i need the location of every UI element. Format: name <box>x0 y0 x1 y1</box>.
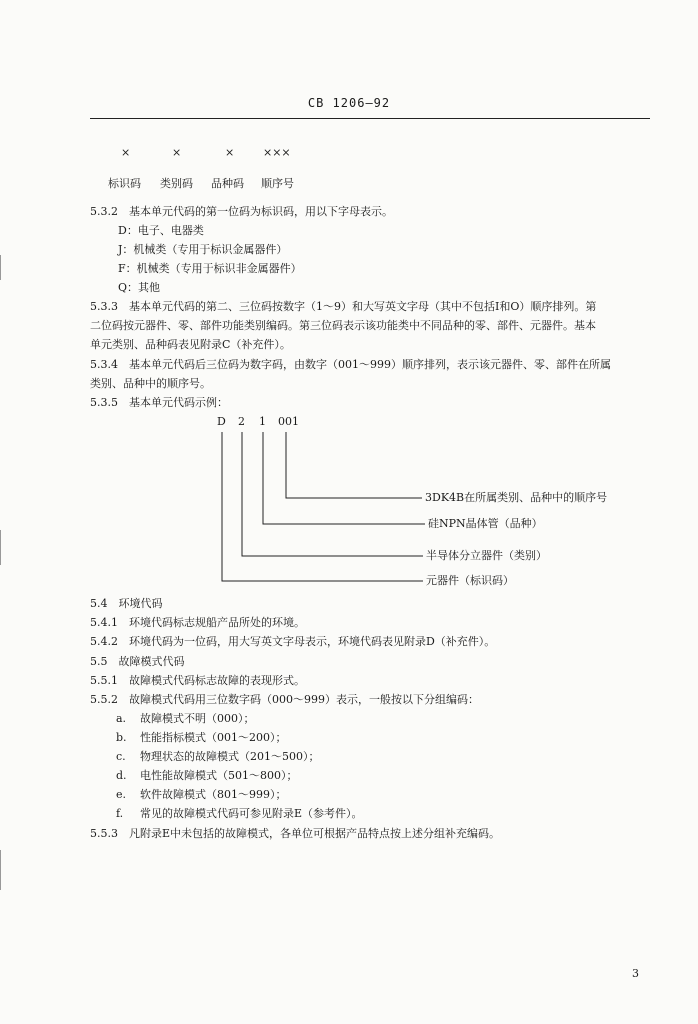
standard-code-header: CB 1206—92 <box>307 96 391 110</box>
example-explanation-sequence: 3DK4B在所属类别、品种中的顺序号 <box>425 491 608 504</box>
fault-list-letter-e: e. <box>116 788 127 801</box>
code-label-4: 顺序号 <box>261 177 294 190</box>
clause-5-3-2: 5.3.2 基本单元代码的第一位码为标识码，用以下字母表示。 <box>90 205 393 218</box>
example-explanation-identifier: 元器件（标识码） <box>426 574 514 587</box>
code-j-item: J：机械类（专用于标识金属器件） <box>118 243 288 256</box>
code-mark-3: × <box>225 146 235 159</box>
example-code-d: D <box>217 415 226 428</box>
clause-5-5-3: 5.5.3 凡附录E中未包括的故障模式，各单位可根据产品特点按上述分组补充编码。 <box>90 827 501 840</box>
code-mark-2: × <box>172 146 182 159</box>
clause-5-5-2: 5.5.2 故障模式代码用三位数字码（000～999）表示，一般按以下分组编码： <box>90 693 479 706</box>
example-code-1: 1 <box>259 415 266 428</box>
clause-5-3-4-line1: 5.3.4 基本单元代码后三位码为数字码，由数字（001～999）顺序排列，表示该元器件、零、部件在所属 <box>90 358 611 371</box>
code-mark-1: × <box>121 146 131 159</box>
clause-5-3-3-line3: 单元类别、品种码表见附录C（补充件）。 <box>90 338 291 351</box>
scan-edge-mark <box>0 255 1 280</box>
fault-list-letter-a: a. <box>116 712 127 725</box>
clause-5-3-5: 5.3.5 基本单元代码示例： <box>90 396 228 409</box>
example-explanation-variety: 硅NPN晶体管（品种） <box>428 517 543 530</box>
fault-list-letter-d: d. <box>116 769 127 782</box>
code-label-2: 类别码 <box>160 177 193 190</box>
code-label-3: 品种码 <box>211 177 244 190</box>
section-5-5-title: 5.5 故障模式代码 <box>90 655 185 668</box>
clause-5-3-4-line2: 类别、品种中的顺序号。 <box>90 377 211 390</box>
code-d-item: D：电子、电器类 <box>118 224 204 237</box>
clause-5-4-1: 5.4.1 环境代码标志规船产品所处的环境。 <box>90 616 305 629</box>
fault-list-letter-f: f. <box>116 807 124 820</box>
example-code-001: 001 <box>278 415 299 428</box>
code-mark-4: ××× <box>263 146 291 159</box>
scan-edge-mark <box>0 530 1 565</box>
clause-5-3-3-line2: 二位码按元器件、零、部件功能类别编码。第三位码表示该功能类中不同品种的零、部件、元器件。基本 <box>90 319 596 332</box>
clause-5-3-3-line1: 5.3.3 基本单元代码的第二、三位码按数字（1～9）和大写英文字母（其中不包括I和O）顺序排列。第 <box>90 300 597 313</box>
code-q-item: Q：其他 <box>118 281 161 294</box>
fault-list-text-b: 性能指标模式（001～200）； <box>140 731 287 744</box>
page-number: 3 <box>632 967 639 980</box>
code-f-item: F：机械类（专用于标识非金属器件） <box>118 262 302 275</box>
fault-list-text-a: 故障模式不明（000）； <box>140 712 255 725</box>
fault-list-text-c: 物理状态的故障模式（201～500）； <box>140 750 320 763</box>
section-5-4-title: 5.4 环境代码 <box>90 597 163 610</box>
clause-5-5-1: 5.5.1 故障模式代码标志故障的表现形式。 <box>90 674 305 687</box>
example-code-2: 2 <box>238 415 245 428</box>
fault-list-text-d: 电性能故障模式（501～800）； <box>140 769 298 782</box>
example-explanation-category: 半导体分立器件（类别） <box>426 549 547 562</box>
fault-list-letter-b: b. <box>116 731 127 744</box>
fault-list-letter-c: c. <box>116 750 126 763</box>
scan-edge-mark <box>0 850 1 890</box>
clause-5-4-2: 5.4.2 环境代码为一位码，用大写英文字母表示，环境代码表见附录D（补充件）。 <box>90 635 496 648</box>
fault-list-text-f: 常见的故障模式代码可参见附录E（参考件）。 <box>140 807 363 820</box>
code-label-1: 标识码 <box>108 177 141 190</box>
fault-list-text-e: 软件故障模式（801～999）； <box>140 788 287 801</box>
